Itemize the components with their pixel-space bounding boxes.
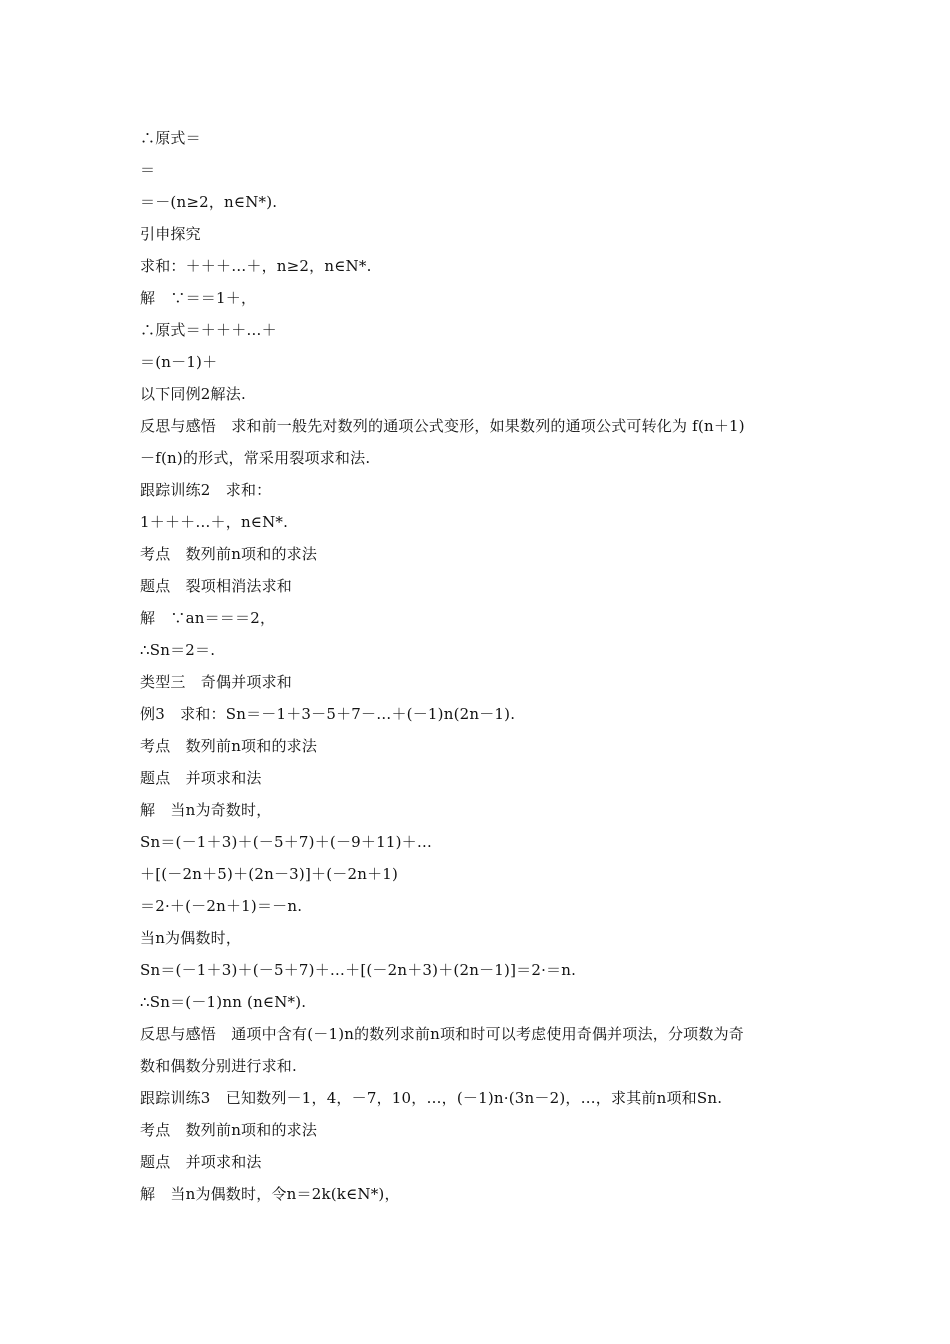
text-line: 反思与感悟 通项中含有(－1)n的数列求前n项和时可以考虑使用奇偶并项法，分项数为奇 [140,1025,744,1043]
text-line: ∴Sn＝(－1)nn (n∈N*). [140,993,307,1011]
text-line: 求和：＋＋＋…＋，n≥2，n∈N*. [140,257,372,275]
text-line: 解 当n为偶数时，令n＝2k(k∈N*)， [140,1185,400,1203]
text-line: 题点 并项求和法 [140,1153,262,1171]
text-line: 考点 数列前n项和的求法 [140,737,318,755]
text-line: 考点 数列前n项和的求法 [140,545,318,563]
text-line: 解 ∵an＝＝＝2， [140,609,276,627]
text-line: 跟踪训练2 求和： [140,481,272,499]
text-line: ＝(n－1)＋ [140,353,218,371]
text-line: 题点 裂项相消法求和 [140,577,293,595]
text-line: ∴原式＝＋＋＋…＋ [140,321,277,339]
text-line: 考点 数列前n项和的求法 [140,1121,318,1139]
document-body [140,122,820,1210]
text-line: 解 当n为奇数时， [140,801,272,819]
text-line: ＝ [140,161,156,179]
text-line: －f(n)的形式，常采用裂项求和法. [140,449,371,467]
text-line: 跟踪训练3 已知数列－1，4，－7，10，…，(－1)n·(3n－2)，…，求其前n项和Sn. [140,1089,723,1107]
text-line: 例3 求和：Sn＝－1＋3－5＋7－…＋(－1)n(2n－1). [140,705,516,723]
text-line: 数和偶数分别进行求和. [140,1057,297,1075]
text-line: ＋[(－2n＋5)＋(2n－3)]＋(－2n＋1) [140,865,399,883]
text-line: 1＋＋＋…＋，n∈N*. [140,513,289,531]
text-line: ＝2·＋(－2n＋1)＝－n. [140,897,303,915]
section-heading: 引申探究 [140,225,201,243]
text-line: ∴原式＝ [140,129,201,147]
text-line: 反思与感悟 求和前一般先对数列的通项公式变形，如果数列的通项公式可转化为 f(n＋1) [140,417,745,435]
text-line: 当n为偶数时， [140,929,242,947]
text-line: Sn＝(－1＋3)＋(－5＋7)＋…＋[(－2n＋3)＋(2n－1)]＝2·＝n. [140,961,577,979]
text-line: ∴Sn＝2＝. [140,641,216,659]
text-line: 以下同例2解法. [140,385,246,403]
text-line: 解 ∵＝＝1＋， [140,289,257,307]
text-line: ＝－(n≥2，n∈N*). [140,193,278,211]
text-line: Sn＝(－1＋3)＋(－5＋7)＋(－9＋11)＋… [140,833,433,851]
text-line: 题点 并项求和法 [140,769,262,787]
section-heading: 类型三 奇偶并项求和 [140,673,293,691]
